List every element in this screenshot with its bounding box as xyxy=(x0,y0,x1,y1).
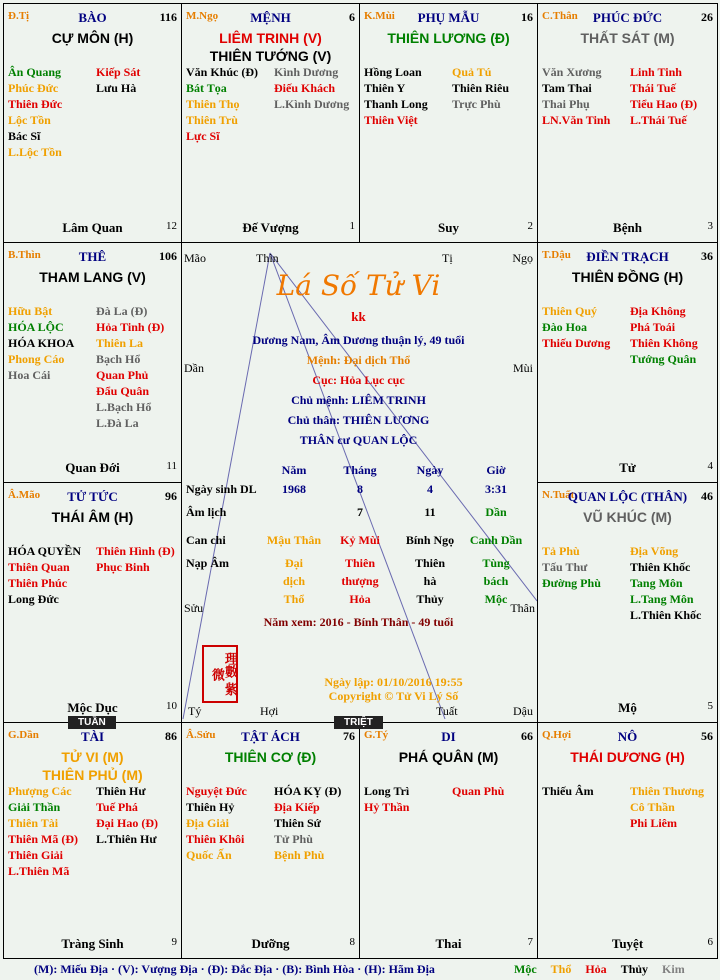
star: Giải Thần xyxy=(8,800,61,814)
life-stage: Quan Đới xyxy=(65,460,120,475)
main-star: THIÊN PHỦ (M) xyxy=(42,767,143,783)
palace-age: 106 xyxy=(159,249,177,263)
right-stars xyxy=(452,64,509,112)
triet-badge: TRIỆT xyxy=(334,716,383,729)
star: Địa Giải xyxy=(186,816,230,830)
col-head: Tháng xyxy=(343,463,377,477)
corner-mao: Mão xyxy=(184,251,206,265)
palace-header xyxy=(364,729,533,745)
life-stage: Đế Vượng xyxy=(242,220,299,235)
star: Kình Dương xyxy=(274,65,339,79)
palace-name: TẬT ÁCH xyxy=(241,729,300,744)
corner-ty: Tý xyxy=(188,704,202,718)
star: Thiên Thọ xyxy=(186,97,240,111)
napam-value: Đại xyxy=(285,556,303,570)
main-star: THIÊN LƯƠNG (Đ) xyxy=(387,30,510,46)
palace-cell xyxy=(359,3,538,243)
legend-element: Mộc xyxy=(514,962,537,976)
dl-value: 3:31 xyxy=(485,482,507,496)
palace-name: THÊ xyxy=(78,249,107,264)
star: Tang Môn xyxy=(630,576,683,590)
corner-than: Thân xyxy=(510,601,535,615)
palace-age: 6 xyxy=(349,10,355,24)
left-stars xyxy=(542,543,601,591)
palace-number: 3 xyxy=(707,220,713,232)
napam-value: Mộc xyxy=(484,592,508,606)
napam-value: Thiên xyxy=(414,556,445,570)
palace-can-chi: Â.Sửu xyxy=(186,729,216,741)
corner-tuat: Tuất xyxy=(436,704,458,718)
star: HÓA QUYỀN xyxy=(8,544,82,558)
star: Địa Không xyxy=(630,304,686,318)
napam-value: Tùng xyxy=(482,556,510,570)
right-stars xyxy=(452,783,504,799)
corner-hoi: Hợi xyxy=(260,704,279,718)
palace-cell xyxy=(3,242,182,483)
al-value: Dần xyxy=(485,505,507,519)
star: Kiếp Sát xyxy=(96,65,141,79)
palace-can-chi: B.Thìn xyxy=(8,249,41,261)
palace-number: 11 xyxy=(166,460,177,472)
palace-name: PHÚC ĐỨC xyxy=(592,10,663,25)
star: Bệnh Phù xyxy=(274,848,325,862)
col-head: Ngày xyxy=(416,463,444,477)
napam-value: bách xyxy=(483,574,509,588)
star: Tiểu Hao (Đ) xyxy=(630,97,698,111)
cuc-line: Cục: Hỏa Lục cục xyxy=(312,373,405,387)
star: L.Thiên Mã xyxy=(8,864,70,878)
palace-footer xyxy=(364,220,533,236)
star: Thiên Y xyxy=(364,81,406,95)
star: LN.Văn Tinh xyxy=(542,113,611,127)
palace-footer xyxy=(186,936,355,952)
corner-mui: Mùi xyxy=(512,361,533,375)
corner-dau: Dậu xyxy=(513,704,533,718)
right-stars xyxy=(630,783,704,831)
star: Bát Tọa xyxy=(186,81,227,95)
palace-number: 2 xyxy=(527,220,533,232)
palace-header xyxy=(186,10,355,26)
star: Thiên Không xyxy=(630,336,698,350)
main-star: THẤT SÁT (M) xyxy=(580,30,675,46)
legend-elements xyxy=(514,962,699,977)
main-star: TỬ VI (M) xyxy=(61,749,124,765)
palace-can-chi: N.Tuất xyxy=(542,489,575,501)
star: Điếu Khách xyxy=(274,81,336,95)
star: Quả Tú xyxy=(452,65,492,79)
main-star: THÁI ÂM (H) xyxy=(51,509,134,525)
main-star: LIÊM TRINH (V) xyxy=(219,30,322,46)
copyright: Copyright © Tử Vi Lý Số xyxy=(328,689,459,703)
life-stage: Tràng Sinh xyxy=(61,936,124,951)
dl-value: 8 xyxy=(357,482,363,496)
star: Tướng Quân xyxy=(630,352,697,366)
star: Văn Khúc (Đ) xyxy=(186,65,259,79)
life-stage: Tử xyxy=(619,460,636,475)
palace-footer xyxy=(542,936,713,952)
palace-header xyxy=(542,729,713,745)
star: Thiếu Dương xyxy=(542,336,611,350)
palace-header xyxy=(8,729,177,745)
star: L.Đà La xyxy=(96,416,139,430)
right-stars xyxy=(630,64,697,128)
napam-value: Thổ xyxy=(283,592,305,606)
napam-value: Thiên xyxy=(344,556,375,570)
star: Hoa Cái xyxy=(8,368,51,382)
palace-can-chi: C.Thân xyxy=(542,10,578,22)
palace-age: 56 xyxy=(701,729,713,743)
life-stage: Dưỡng xyxy=(251,936,290,951)
star: Phong Cáo xyxy=(8,352,65,366)
palace-number: 7 xyxy=(527,936,533,948)
star: Thiên Hư xyxy=(96,784,146,798)
life-stage: Bệnh xyxy=(613,220,642,235)
star: Thiên Khốc xyxy=(630,560,691,574)
left-stars xyxy=(186,783,247,863)
star: Thiếu Âm xyxy=(542,784,594,798)
palace-number: 8 xyxy=(349,936,355,948)
palace-number: 12 xyxy=(166,220,177,232)
star: Long Trì xyxy=(364,784,410,798)
left-stars xyxy=(542,303,610,351)
star: Văn Xương xyxy=(542,65,602,79)
right-stars xyxy=(96,783,158,847)
legend-element: Kim xyxy=(662,962,685,976)
star: Phục Binh xyxy=(96,560,150,574)
canchi-value: Mậu Thân xyxy=(266,533,322,547)
canchi-label: Can chi xyxy=(186,533,226,547)
napam-value: thượng xyxy=(341,574,379,588)
life-stage: Thai xyxy=(435,936,462,951)
star: Thiên Khôi xyxy=(186,832,245,846)
palace-cell xyxy=(3,482,182,723)
napam-value: hà xyxy=(423,574,437,588)
star: Hồng Loan xyxy=(364,65,422,79)
star: Thái Tuế xyxy=(630,81,676,95)
palace-name: MỆNH xyxy=(250,10,291,25)
palace-can-chi: Q.Hợi xyxy=(542,729,572,741)
palace-age: 76 xyxy=(343,729,355,743)
palace-can-chi: T.Dậu xyxy=(542,249,571,261)
palace-age: 86 xyxy=(165,729,177,743)
star: Thiên Quý xyxy=(542,304,598,318)
star: Thiên Riêu xyxy=(452,81,510,95)
al-value: 7 xyxy=(357,505,363,519)
right-stars xyxy=(274,64,349,112)
star: Thiên Giải xyxy=(8,848,64,862)
person-name: kk xyxy=(351,309,366,324)
star: Bạch Hổ xyxy=(96,352,141,366)
palace-number: 5 xyxy=(707,700,713,712)
legend-element: Thủy xyxy=(620,962,649,976)
life-stage: Tuyệt xyxy=(611,936,644,951)
star: Thiên La xyxy=(96,336,144,350)
dl-label: Ngày sinh DL xyxy=(186,482,257,496)
palace-cell xyxy=(3,722,182,959)
star: Thai Phụ xyxy=(542,97,590,111)
palace-number: 10 xyxy=(166,700,177,712)
right-stars xyxy=(96,64,140,96)
palace-can-chi: G.Dần xyxy=(8,729,39,741)
star: Thiên Việt xyxy=(364,113,418,127)
star: Tuế Phá xyxy=(96,800,138,814)
star: Nguyệt Đức xyxy=(186,784,247,798)
left-stars xyxy=(8,64,62,160)
main-star: THIÊN ĐỒNG (H) xyxy=(571,269,684,285)
palace-can-chi: G.Tý xyxy=(364,729,389,741)
star: Quan Phù xyxy=(452,784,505,798)
al-label: Âm lịch xyxy=(186,505,227,519)
palace-cell xyxy=(537,482,718,723)
palace-header xyxy=(186,729,355,745)
ngay-lap: Ngày lập: 01/10/2016 19:55 xyxy=(324,675,463,689)
palace-footer xyxy=(542,460,713,476)
chu-than-line: Chủ thân: THIÊN LƯƠNG xyxy=(287,413,430,427)
star: Trực Phù xyxy=(452,97,501,111)
col-head: Giờ xyxy=(486,463,506,477)
palace-header xyxy=(542,489,713,505)
star: Ân Quang xyxy=(8,65,62,79)
palace-name: QUAN LỘC (THÂN) xyxy=(567,489,688,504)
life-stage: Suy xyxy=(438,220,459,235)
chart-title: Lá Số Tử Vi xyxy=(276,269,441,302)
left-stars xyxy=(186,64,258,144)
palace-footer xyxy=(186,220,355,236)
star: Thiên Thương xyxy=(630,784,704,798)
palace-footer xyxy=(8,460,177,476)
palace-header xyxy=(542,10,713,26)
right-stars xyxy=(96,543,175,575)
center-info xyxy=(180,241,537,721)
than-cu-line: THÂN cư QUAN LỘC xyxy=(299,433,418,447)
star: Thiên Đức xyxy=(8,97,63,111)
star: Tả Phù xyxy=(542,544,580,558)
left-stars xyxy=(542,64,610,128)
palace-cell xyxy=(181,3,360,243)
palace-cell xyxy=(537,3,718,243)
star: Tử Phù xyxy=(274,832,313,846)
star: Thiên Phúc xyxy=(8,576,68,590)
nam-xem: Năm xem: 2016 - Bính Thân - 49 tuổi xyxy=(263,615,454,629)
star: L.Thái Tuế xyxy=(630,113,687,127)
life-stage: Lâm Quan xyxy=(62,220,123,235)
star: HÓA KỴ (Đ) xyxy=(274,784,342,798)
palace-age: 46 xyxy=(701,489,713,503)
star: Quốc Ấn xyxy=(186,848,232,862)
canchi-value: Bính Ngọ xyxy=(405,533,455,547)
corner-ngo: Ngọ xyxy=(512,251,533,265)
palace-age: 16 xyxy=(521,10,533,24)
corner-dan: Dần xyxy=(184,361,204,375)
star: Lộc Tồn xyxy=(8,113,51,127)
corner-suu: Sửu xyxy=(184,601,204,615)
star: Linh Tinh xyxy=(630,65,682,79)
palace-header xyxy=(8,489,177,505)
seal-stamp: 理數 紫微 xyxy=(202,645,238,703)
legend-element: Hỏa xyxy=(585,962,607,976)
star: Lực Sĩ xyxy=(186,129,220,143)
right-stars xyxy=(630,303,698,367)
corner-ti: Tị xyxy=(442,251,453,265)
palace-name: TỬ TỨC xyxy=(67,489,118,504)
star: Phá Toái xyxy=(630,320,676,334)
main-star: THAM LANG (V) xyxy=(39,269,146,285)
palace-cell xyxy=(537,242,718,483)
star: Phượng Các xyxy=(8,784,72,798)
star: Thiên Hình (Đ) xyxy=(96,544,175,558)
star: Thiên Tài xyxy=(8,816,59,830)
left-stars xyxy=(542,783,594,799)
palace-name: ĐIỀN TRẠCH xyxy=(586,249,669,264)
star: Bác Sĩ xyxy=(8,129,41,143)
palace-header xyxy=(8,249,177,265)
star: Thiên Trù xyxy=(186,113,238,127)
star: L.Lộc Tồn xyxy=(8,145,62,159)
star: HÓA LỘC xyxy=(8,320,64,334)
star: Đà La (Đ) xyxy=(96,304,148,318)
star: Địa Võng xyxy=(630,544,679,558)
left-stars xyxy=(8,783,78,879)
star: Hỏa Tinh (Đ) xyxy=(96,320,165,334)
palace-footer xyxy=(542,700,713,716)
col-head: Năm xyxy=(281,463,307,477)
legend-text: (M): Miếu Địa · (V): Vượng Địa · (Đ): Đắc Địa · (B): Bình Hòa · (H): Hãm Địa xyxy=(34,962,435,976)
palace-can-chi: M.Ngọ xyxy=(186,10,219,22)
palace-cell xyxy=(3,3,182,243)
left-stars xyxy=(364,783,409,815)
star: Thanh Long xyxy=(364,97,428,111)
star: L.Thiên Khốc xyxy=(630,608,702,622)
palace-number: 1 xyxy=(349,220,355,232)
star: Tam Thai xyxy=(542,81,592,95)
star: Đường Phù xyxy=(542,576,601,590)
palace-age: 66 xyxy=(521,729,533,743)
star: Đại Hao (Đ) xyxy=(96,816,158,830)
palace-age: 26 xyxy=(701,10,713,24)
star: Long Đức xyxy=(8,592,59,606)
palace-name: BÀO xyxy=(78,10,107,25)
legend-element: Thổ xyxy=(550,962,572,976)
palace-footer xyxy=(8,220,177,236)
menh-line: Mệnh: Đại dịch Thổ xyxy=(306,353,411,367)
napam-value: Hỏa xyxy=(349,592,371,606)
napam-label: Nạp Âm xyxy=(186,556,230,570)
star: Thiên Sứ xyxy=(274,816,321,830)
palace-cell xyxy=(359,722,538,959)
napam-value: dịch xyxy=(282,574,305,588)
star: L.Tang Môn xyxy=(630,592,694,606)
chu-menh-line: Chủ mệnh: LIÊM TRINH xyxy=(291,393,426,407)
palace-footer xyxy=(8,936,177,952)
palace-can-chi: K.Mùi xyxy=(364,10,395,22)
palace-age: 36 xyxy=(701,249,713,263)
palace-footer xyxy=(8,700,177,716)
palace-footer xyxy=(542,220,713,236)
star: Phúc Đức xyxy=(8,81,59,95)
palace-cell xyxy=(537,722,718,959)
star: Đẩu Quân xyxy=(96,384,150,398)
left-stars xyxy=(8,303,74,383)
palace-can-chi: Â.Mão xyxy=(8,489,41,501)
palace-name: DI xyxy=(441,729,456,744)
palace-can-chi: Đ.Tị xyxy=(8,10,30,22)
star: Đào Hoa xyxy=(542,320,587,334)
star: Tấu Thư xyxy=(542,560,588,574)
palace-number: 9 xyxy=(171,936,177,948)
palace-name: NÔ xyxy=(617,729,638,744)
tuan-badge: TUẦN xyxy=(68,716,116,729)
main-star: CỰ MÔN (H) xyxy=(51,30,134,46)
star: Thiên Quan xyxy=(8,560,70,574)
info-line: Dương Nam, Âm Dương thuận lý, 49 tuổi xyxy=(252,333,465,347)
star: HÓA KHOA xyxy=(8,336,75,350)
palace-number: 4 xyxy=(707,460,713,472)
right-stars xyxy=(630,543,701,623)
star: L.Thiên Hư xyxy=(96,832,157,846)
palace-name: TÀI xyxy=(80,729,105,744)
palace-header xyxy=(542,249,713,265)
star: Hữu Bật xyxy=(8,304,53,318)
star: Thiên Mã (Đ) xyxy=(8,832,78,846)
star: Cô Thần xyxy=(630,800,675,814)
dl-value: 4 xyxy=(427,482,433,496)
life-stage: Mộc Dục xyxy=(67,700,118,715)
star: L.Kình Dương xyxy=(274,97,350,111)
palace-age: 96 xyxy=(165,489,177,503)
main-star: THIÊN CƠ (Đ) xyxy=(224,749,317,765)
napam-value: Thủy xyxy=(416,592,444,606)
palace-name: PHỤ MẪU xyxy=(417,10,480,25)
life-stage: Mộ xyxy=(618,700,637,715)
star: Thiên Hỷ xyxy=(186,800,235,814)
palace-cell xyxy=(181,722,360,959)
corner-thin: Thìn xyxy=(256,251,279,265)
left-stars xyxy=(8,543,81,607)
star: Phi Liêm xyxy=(630,816,677,830)
star: Quan Phủ xyxy=(96,368,149,382)
main-star: VŨ KHÚC (M) xyxy=(583,509,672,525)
palace-age: 116 xyxy=(159,10,177,24)
palace-header xyxy=(364,10,533,26)
left-stars xyxy=(364,64,428,128)
palace-number: 6 xyxy=(707,936,713,948)
palace-header xyxy=(8,10,177,26)
palace-footer xyxy=(364,936,533,952)
right-stars xyxy=(96,303,164,431)
main-star: THÁI DƯƠNG (H) xyxy=(570,749,685,765)
star: Lưu Hà xyxy=(96,81,137,95)
main-star: PHÁ QUÂN (M) xyxy=(398,749,499,765)
star: Hỷ Thần xyxy=(364,800,410,814)
star: L.Bạch Hổ xyxy=(96,400,152,414)
main-star: THIÊN TƯỚNG (V) xyxy=(209,48,332,64)
star: Địa Kiếp xyxy=(274,800,320,814)
canchi-value: Canh Dần xyxy=(469,533,523,547)
canchi-value: Kỷ Mùi xyxy=(340,533,380,547)
al-value: 11 xyxy=(424,505,436,519)
right-stars xyxy=(274,783,341,863)
dl-value: 1968 xyxy=(282,482,306,496)
